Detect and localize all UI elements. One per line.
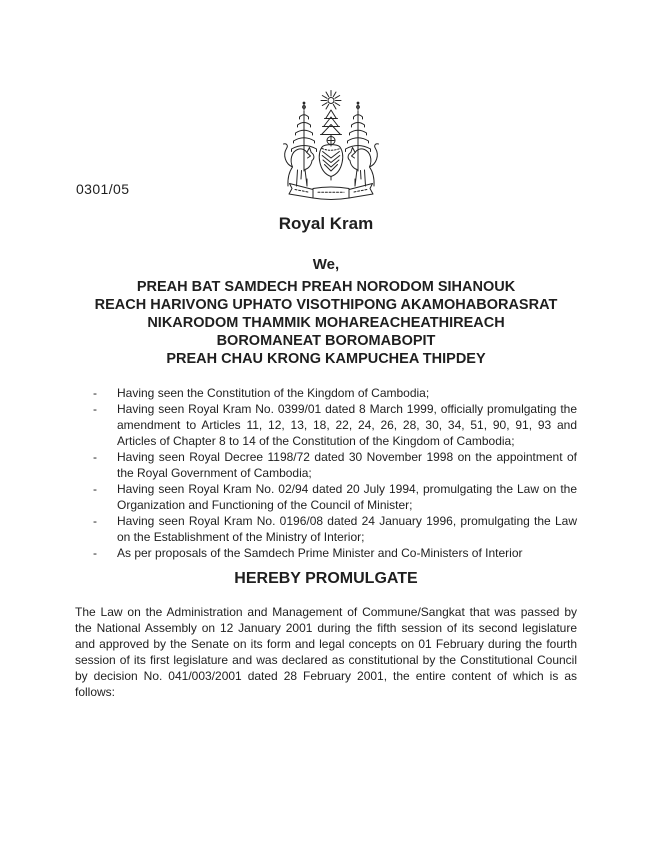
dash-marker: - <box>93 546 97 560</box>
royal-we-line: We, <box>312 256 340 273</box>
preamble-item <box>75 513 577 545</box>
preamble-item <box>75 401 577 449</box>
preamble-item-text: Having seen the Constitution of the Kingdom of Cambodia; <box>117 386 430 400</box>
preamble-item-text: Having seen Royal Decree 1198/72 dated 30 November 1998 on the appointment of the Royal Government of Cambodia; <box>117 450 577 480</box>
body-paragraph: The Law on the Administration and Management of Commune/Sangkat that was passed by the National Assembly on 12 January 2001 during the fifth session of its second legislature and approved by the Senate on its form and legal concepts on 01 February during the fourth session of its first legislature and was declared as constitutional by the Constitutional Council by decision No. 041/003/2001 dated 28 February 2001, the entire content of which is as follows: <box>75 605 577 699</box>
dash-marker: - <box>93 482 97 496</box>
royal-title-line: PREAH BAT SAMDECH PREAH NORODOM SIHANOUK <box>136 279 516 295</box>
royal-arms-of-cambodia-icon <box>276 87 386 205</box>
dash-marker: - <box>93 450 97 464</box>
promulgate-heading: HEREBY PROMULGATE <box>234 570 418 587</box>
dash-marker: - <box>93 386 97 400</box>
dash-marker: - <box>93 514 97 528</box>
document-reference-number: 0301/05 <box>76 181 130 197</box>
royal-title-line: BOROMANEAT BOROMABOPIT <box>216 333 436 349</box>
preamble-item <box>75 385 577 401</box>
royal-title-line: NIKARODOM THAMMIK MOHAREACHEATHIREACH <box>147 315 505 331</box>
preamble-item-text: Having seen Royal Kram No. 02/94 dated 20 July 1994, promulgating the Law on the Organization and Functioning of the Council of Minister; <box>117 482 577 512</box>
royal-titles-block <box>75 278 577 368</box>
preamble-item-text: As per proposals of the Samdech Prime Minister and Co-Ministers of Interior <box>117 546 523 560</box>
document-title: Royal Kram <box>278 214 374 233</box>
preamble-list <box>75 385 577 561</box>
preamble-item-text: Having seen Royal Kram No. 0399/01 dated 8 March 1999, officially promulgating the amendment to Articles 11, 12, 13, 18, 22, 24, 26, 28, 30, 34, 51, 90, 91, 93 and Articles of Chapter 8 to 14 of the Constitution of the Kingdom of Cambodia; <box>117 402 577 448</box>
preamble-item <box>75 481 577 513</box>
royal-title-line: PREAH CHAU KRONG KAMPUCHEA THIPDEY <box>166 351 486 367</box>
document-content <box>0 215 652 700</box>
preamble-item <box>75 449 577 481</box>
document-header <box>0 0 652 205</box>
preamble-item <box>75 545 577 561</box>
royal-title-line: REACH HARIVONG UPHATO VISOTHIPONG AKAMOHABORASRAT <box>94 297 558 313</box>
preamble-item-text: Having seen Royal Kram No. 0196/08 dated 24 January 1996, promulgating the Law on the Establishment of the Ministry of Interior; <box>117 514 577 544</box>
dash-marker: - <box>93 402 97 416</box>
